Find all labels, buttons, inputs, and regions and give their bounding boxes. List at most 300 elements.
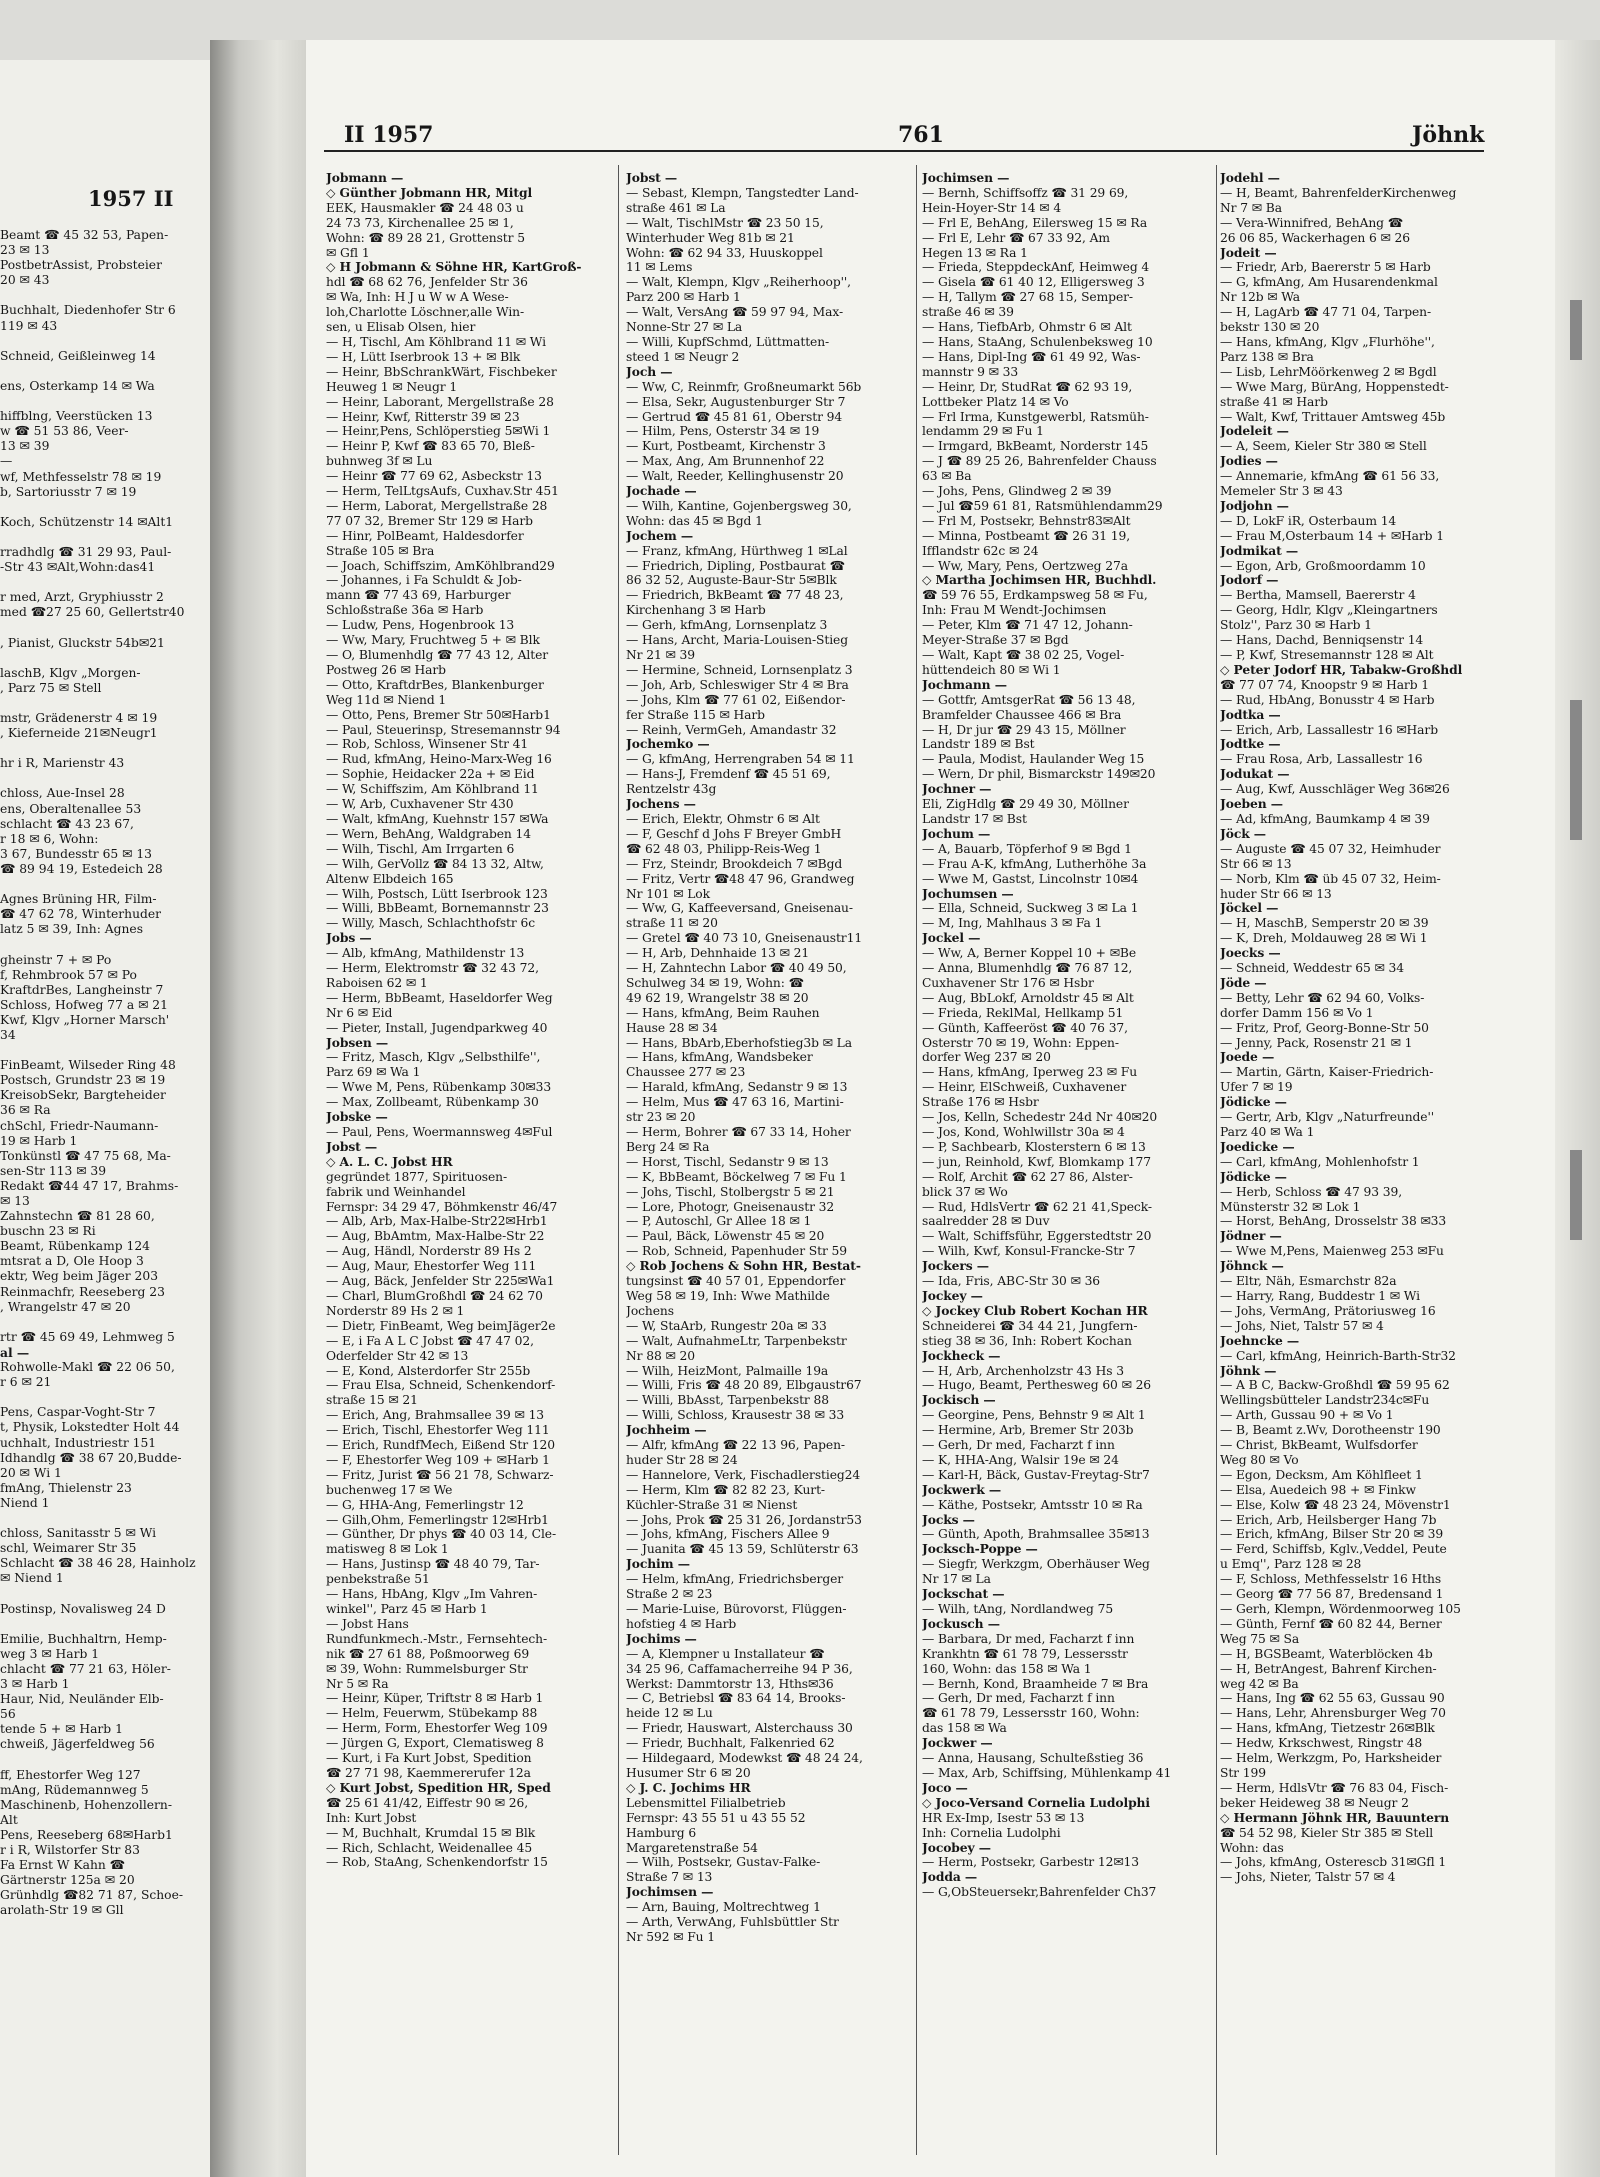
directory-line: — Alfr, kfmAng ☎ 22 13 96, Papen- — [626, 1438, 845, 1453]
directory-line: — Helm, Werkzgm, Po, Harksheider — [1220, 1751, 1442, 1766]
directory-line: ◇ H Jobmann & Söhne HR, KartGroß- — [326, 260, 582, 275]
directory-line: ◇ Hermann Jöhnk HR, Bauuntern — [1220, 1810, 1450, 1825]
directory-line: — Fritz, Prof, Georg-Bonne-Str 50 — [1220, 1020, 1429, 1035]
directory-line: — jun, Reinhold, Kwf, Blomkamp 177 — [922, 1154, 1151, 1169]
directory-line: — Fritz, Jurist ☎ 56 21 78, Schwarz- — [326, 1467, 554, 1482]
directory-line: — Gilh,Ohm, Femerlingstr 12✉Hrb1 — [326, 1512, 549, 1527]
directory-line: — H, Tallym ☎ 27 68 15, Semper- — [922, 290, 1133, 305]
directory-line: Schneiderei ☎ 34 44 21, Jungfern- — [922, 1318, 1138, 1333]
directory-line: — Paul, Bäck, Löwenstr 45 ✉ 20 — [626, 1229, 825, 1244]
directory-line: — Günth, Kaffeeröst ☎ 40 76 37, — [922, 1020, 1128, 1035]
directory-line — [0, 771, 205, 786]
directory-line: — M, Buchhalt, Krumdal 15 ✉ Blk — [326, 1825, 536, 1840]
directory-line: — Arth, VerwAng, Fuhlsbüttler Str — [626, 1915, 839, 1930]
directory-line: — Ludw, Pens, Hogenbrook 13 — [326, 618, 515, 633]
directory-line: — Johs, Pens, Glindweg 2 ✉ 39 — [922, 484, 1112, 499]
directory-line: — Frl E, BehAng, Eilersweg 15 ✉ Ra — [922, 215, 1148, 230]
directory-line: — Elsa, Auedeich 98 + ✉ Finkw — [1220, 1482, 1416, 1497]
directory-line: — Hermine, Schneid, Lornsenplatz 3 — [626, 662, 853, 677]
directory-line: Wohn: das 45 ✉ Bgd 1 — [626, 513, 763, 528]
directory-line: nik ☎ 27 61 88, Poßmoorweg 69 — [326, 1646, 530, 1661]
directory-line: 36 ✉ Ra — [0, 1103, 51, 1118]
directory-line: — H, MaschB, Semperstr 20 ✉ 39 — [1220, 916, 1429, 931]
directory-line — [0, 334, 205, 349]
directory-line: — W, StaArb, Rungestr 20a ✉ 33 — [626, 1318, 827, 1333]
directory-line: Jochner — — [922, 782, 992, 797]
directory-line: — Arn, Bauing, Moltrechtweg 1 — [626, 1900, 821, 1915]
directory-line: Fernspr: 34 29 47, Böhmkenstr 46/47 — [326, 1199, 558, 1214]
directory-line: — Helm, kfmAng, Friedrichsberger — [626, 1572, 844, 1587]
directory-line: — Wwe M, Gastst, Lincolnstr 10✉4 — [922, 871, 1139, 886]
directory-line: — Hans, Dipl-Ing ☎ 61 49 92, Was- — [922, 349, 1141, 364]
directory-line: b, Sartoriusstr 7 ✉ 19 — [0, 484, 137, 499]
directory-line: — Hinr, PolBeamt, Haldesdorfer — [326, 528, 524, 543]
directory-line: — Peter, Klm ☎ 71 47 12, Johann- — [922, 618, 1133, 633]
directory-line: Parz 69 ✉ Wa 1 — [326, 1065, 421, 1080]
directory-line: Jockheck — — [922, 1348, 1001, 1363]
directory-line — [0, 364, 205, 379]
directory-line: Berg 24 ✉ Ra — [626, 1139, 710, 1154]
directory-line: — Rich, Schlacht, Weidenallee 45 — [326, 1840, 533, 1855]
directory-line: Nr 88 ✉ 20 — [626, 1348, 695, 1363]
directory-line: — Wilh, HeizMont, Palmaille 19a — [626, 1363, 829, 1378]
directory-line: Ufer 7 ✉ 19 — [1220, 1080, 1293, 1095]
directory-line: Jockusch — — [922, 1616, 1000, 1631]
directory-line: — Walt, TischlMstr ☎ 23 50 15, — [626, 215, 824, 230]
directory-line: — Paul, Steuerinsp, Stresemannstr 94 — [326, 722, 561, 737]
directory-line — [0, 575, 205, 590]
directory-line: — C, Betriebsl ☎ 83 64 14, Brooks- — [626, 1691, 846, 1706]
directory-line: Joedicke — — [1220, 1139, 1295, 1154]
directory-line: Jobst — — [626, 171, 678, 185]
directory-line: Jödicke — — [1220, 1169, 1287, 1184]
directory-line: — Anna, Blumenhdlg ☎ 76 87 12, — [922, 961, 1133, 976]
directory-line: ☎ 27 71 98, Kaemmererufer 12a — [326, 1765, 531, 1780]
directory-line: Postsch, Grundstr 23 ✉ 19 — [0, 1073, 166, 1088]
directory-line: r med, Arzt, Gryphiusstr 2 — [0, 590, 164, 605]
directory-line — [0, 1617, 205, 1632]
directory-line: — Hans, BbArb,Eberhofstieg3b ✉ La — [626, 1035, 852, 1050]
column-rule — [916, 165, 917, 2155]
directory-line: — K, HHA-Ang, Walsir 19e ✉ 24 — [922, 1452, 1119, 1467]
directory-line: — Herm, Klm ☎ 82 82 23, Kurt- — [626, 1482, 825, 1497]
directory-line: hiffblng, Veerstücken 13 — [0, 409, 153, 424]
directory-line: schlacht ☎ 43 23 67, — [0, 816, 134, 831]
directory-line: Joede — — [1220, 1050, 1275, 1065]
page-edge — [1555, 40, 1600, 2177]
directory-line: Jochemko — — [626, 737, 710, 752]
directory-line — [0, 1043, 205, 1058]
directory-line: — H, Beamt, BahrenfelderKirchenweg — [1220, 185, 1457, 200]
directory-line: — Alb, Arb, Max-Halbe-Str22✉Hrb1 — [326, 1214, 548, 1229]
directory-line: weg 3 ✉ Harb 1 — [0, 1646, 100, 1661]
directory-line: Jodukat — — [1220, 767, 1290, 782]
directory-line: Inh: Cornelia Ludolphi — [922, 1825, 1061, 1840]
directory-line: Eli, ZigHdlg ☎ 29 49 30, Möllner — [922, 797, 1129, 812]
directory-line: Altenw Elbdeich 165 — [326, 871, 454, 886]
directory-line: HR Ex-Imp, Isestr 53 ✉ 13 — [922, 1810, 1085, 1825]
directory-line: Maschinenb, Hohenzollern- — [0, 1797, 173, 1812]
directory-line: hdl ☎ 68 62 76, Jenfelder Str 36 — [326, 275, 528, 290]
directory-line: , Kieferneide 21✉Neugr1 — [0, 726, 158, 741]
directory-line: Straße 7 ✉ 13 — [626, 1870, 713, 1885]
directory-line: Jochims — — [626, 1631, 697, 1646]
directory-line: Jockschat — — [922, 1587, 1005, 1602]
directory-line: — A, Seem, Kieler Str 380 ✉ Stell — [1220, 439, 1427, 454]
directory-line: Münsterstr 32 ✉ Lok 1 — [1220, 1199, 1361, 1214]
directory-line: Jocksch-Poppe — — [922, 1542, 1038, 1557]
directory-line: — Walt, Schiffsführ, Eggerstedtstr 20 — [922, 1229, 1152, 1244]
directory-line: 20 ✉ 43 — [0, 273, 50, 288]
directory-line: — Hannelore, Verk, Fischadlerstieg24 — [626, 1467, 861, 1482]
directory-line: ✉ 13 — [0, 1194, 30, 1208]
directory-line: — Elsa, Sekr, Augustenburger Str 7 — [626, 394, 846, 409]
directory-line: — Erich, kfmAng, Bilser Str 20 ✉ 39 — [1220, 1527, 1444, 1542]
directory-line: — Ww, Mary, Pens, Oertzweg 27a — [922, 558, 1128, 573]
directory-line: — A B C, Backw-Großhdl ☎ 59 95 62 — [1220, 1378, 1450, 1393]
directory-line: Nr 7 ✉ Ba — [1220, 200, 1282, 215]
directory-line: Jöde — — [1220, 975, 1267, 990]
directory-line — [0, 288, 205, 303]
directory-line: Wellingsbütteler Landstr234c✉Fu — [1220, 1393, 1430, 1408]
directory-line: ✉ Niend 1 — [0, 1571, 64, 1586]
directory-line: Jödicke — — [1220, 1095, 1287, 1110]
directory-line: Osterstr 70 ✉ 19, Wohn: Eppen- — [922, 1035, 1119, 1050]
directory-line: Nr 12b ✉ Wa — [1220, 290, 1300, 305]
directory-line: — Walt, kfmAng, Kuehnstr 157 ✉Wa — [326, 811, 549, 826]
directory-line: — Ad, kfmAng, Baumkamp 4 ✉ 39 — [1220, 811, 1430, 826]
directory-line: 3 67, Bundesstr 65 ✉ 13 — [0, 846, 152, 861]
directory-line: ◇ Günther Jobmann HR, Mitgl — [326, 185, 533, 200]
directory-line: — Gretel ☎ 40 73 10, Gneisenaustr11 — [626, 931, 863, 946]
directory-line: Jobske — — [326, 1110, 388, 1125]
directory-line: — H, Dr jur ☎ 29 43 15, Möllner — [922, 722, 1126, 737]
directory-line: — O, Blumenhdlg ☎ 77 43 12, Alter — [326, 648, 549, 662]
directory-line: das 158 ✉ Wa — [922, 1721, 1007, 1736]
directory-line — [0, 394, 205, 409]
directory-line: — Else, Kolw ☎ 48 23 24, Mövenstr1 — [1220, 1497, 1451, 1512]
directory-line: dorfer Damm 156 ✉ Vo 1 — [1220, 1005, 1374, 1020]
directory-column-3 — [922, 171, 1212, 2161]
directory-line: — Arth, Gussau 90 + ✉ Vo 1 — [1220, 1408, 1394, 1423]
directory-line: -Str 43 ✉Alt,Wohn:das41 — [0, 560, 156, 575]
directory-line: Nonne-Str 27 ✉ La — [626, 320, 743, 335]
directory-line: — Herm, BbBeamt, Haseldorfer Weg — [326, 990, 553, 1005]
directory-line: stieg 38 ✉ 36, Inh: Robert Kochan — [922, 1333, 1132, 1348]
directory-line: — Kurt, Postbeamt, Kirchenstr 3 — [626, 439, 826, 454]
directory-line: Jobsen — — [326, 1035, 389, 1050]
directory-line: mtsrat a D, Ole Hoop 3 — [0, 1254, 144, 1269]
directory-line: Inh: Frau M Wendt-Jochimsen — [922, 603, 1107, 618]
directory-line: Niend 1 — [0, 1495, 50, 1510]
directory-line: — Christ, BkBeamt, Wulfsdorfer — [1220, 1438, 1418, 1453]
book-gutter — [210, 40, 306, 2177]
directory-line: — Frieda, ReklMal, Hellkamp 51 — [922, 1005, 1124, 1020]
directory-line: Parz 138 ✉ Bra — [1220, 349, 1314, 364]
directory-line: — Johannes, i Fa Schuldt & Job- — [326, 573, 522, 588]
directory-line: — Herm, Postsekr, Garbestr 12✉13 — [922, 1855, 1139, 1870]
directory-line: — Herm, TelLtgsAufs, Cuxhav.Str 451 — [326, 484, 559, 499]
directory-line: — G, kfmAng, Am Husarendenkmal — [1220, 275, 1438, 290]
directory-line: — Jobst Hans — [326, 1616, 409, 1631]
directory-line: ◇ Martha Jochimsen HR, Buchhdl. — [922, 573, 1157, 588]
directory-line: Kwf, Klgv „Horner Marsch' — [0, 1012, 170, 1027]
directory-line: — Günther, Dr phys ☎ 40 03 14, Cle- — [326, 1527, 557, 1542]
directory-line: Nr 17 ✉ La — [922, 1572, 991, 1587]
directory-line: — Hans, kfmAng, Wandsbeker — [626, 1050, 813, 1065]
directory-line: — Herm, Laborat, Mergellstraße 28 — [326, 498, 548, 513]
directory-line: KraftdrBes, Langheinstr 7 — [0, 982, 164, 997]
directory-column-4 — [1220, 171, 1510, 2161]
directory-line: fabrik und Weinhandel — [326, 1184, 466, 1199]
directory-line: Wohn: ☎ 62 94 33, Huuskoppel — [626, 245, 823, 260]
directory-line: — Walt, Klempn, Klgv „Reiherhoop'', — [626, 275, 851, 290]
directory-line: — K, BbBeamt, Böckelweg 7 ✉ Fu 1 — [626, 1169, 847, 1184]
directory-line — [0, 1586, 205, 1601]
directory-line: — Rob, Schloss, Winsener Str 41 — [326, 737, 529, 752]
directory-line: lendamm 29 ✉ Fu 1 — [922, 424, 1044, 439]
directory-line: straße 461 ✉ La — [626, 200, 726, 215]
directory-line: — Wilh, tAng, Nordlandweg 75 — [922, 1602, 1114, 1616]
directory-line: ektr, Weg beim Jäger 203 — [0, 1269, 159, 1284]
directory-line: — W, Arb, Cuxhavener Str 430 — [326, 797, 514, 812]
directory-line: — Willi, KupfSchmd, Lüttmatten- — [626, 334, 830, 349]
directory-line: beker Heideweg 38 ✉ Neugr 2 — [1220, 1795, 1409, 1810]
directory-line: chlacht ☎ 77 21 63, Höler- — [0, 1661, 171, 1676]
directory-line: winkel'', Parz 45 ✉ Harb 1 — [326, 1602, 488, 1616]
directory-line: Husumer Str 6 ✉ 20 — [626, 1765, 751, 1780]
directory-line: Idhandlg ☎ 38 67 20,Budde- — [0, 1450, 182, 1465]
directory-line: dorfer Weg 237 ✉ 20 — [922, 1050, 1051, 1065]
directory-line: chloss, Aue-Insel 28 — [0, 786, 125, 801]
directory-line — [0, 1390, 205, 1405]
directory-line: — Anna, Hausang, Schulteßstieg 36 — [922, 1751, 1144, 1766]
directory-line: , Pianist, Gluckstr 54b✉21 — [0, 635, 165, 650]
directory-line: ens, Oberaltenallee 53 — [0, 801, 142, 816]
directory-line: Str 199 — [1220, 1765, 1266, 1780]
directory-line: — Minna, Postbeamt ☎ 26 31 19, — [922, 528, 1131, 543]
directory-line: — Heinr, ElSchweiß, Cuxhavener — [922, 1080, 1127, 1095]
directory-line: Jochim — — [626, 1557, 690, 1572]
directory-line: — Martin, Gärtn, Kaiser-Friedrich- — [1220, 1065, 1434, 1080]
directory-line: — Georgine, Pens, Behnstr 9 ✉ Alt 1 — [922, 1408, 1146, 1423]
directory-line: ☎ 54 52 98, Kieler Str 385 ✉ Stell — [1220, 1825, 1434, 1840]
directory-line: — D, LokF iR, Osterbaum 14 — [1220, 513, 1397, 528]
directory-line: — Helm, Feuerwm, Stübekamp 88 — [326, 1706, 538, 1721]
directory-line: — Harry, Rang, Buddestr 1 ✉ Wi — [1220, 1288, 1420, 1303]
directory-line: — Walt, Kwf, Trittauer Amtsweg 45b — [1220, 409, 1446, 424]
directory-line: — Friedr, Hauswart, Alsterchauss 30 — [626, 1721, 853, 1736]
directory-line: Norderstr 89 Hs 2 ✉ 1 — [326, 1303, 465, 1318]
directory-line: — Johs, Tischl, Stolbergstr 5 ✉ 21 — [626, 1184, 835, 1199]
directory-line: Wohn: das — [1220, 1840, 1284, 1855]
directory-line: — Friedr, Buchhalt, Falkenried 62 — [626, 1736, 835, 1751]
directory-line: — Max, Arb, Schiffsing, Mühlenkamp 41 — [922, 1765, 1172, 1780]
directory-line: Jockey — — [922, 1288, 983, 1303]
directory-line: — H, Lütt Iserbrook 13 + ✉ Blk — [326, 349, 521, 364]
directory-line: 3 ✉ Harb 1 — [0, 1677, 70, 1691]
directory-line: — Reinh, VermGeh, Amandastr 32 — [626, 722, 837, 737]
directory-line: — Friedr, Arb, Baererstr 5 ✉ Harb — [1220, 260, 1431, 275]
directory-line: 49 62 19, Wrangelstr 38 ✉ 20 — [626, 990, 809, 1005]
directory-line: Jodorf — — [1220, 573, 1279, 588]
directory-line: bekstr 130 ✉ 20 — [1220, 320, 1320, 335]
directory-line: hr i R, Marienstr 43 — [0, 756, 125, 771]
directory-line: Jochumsen — — [922, 886, 1014, 901]
directory-line: Landstr 189 ✉ Bst — [922, 737, 1035, 752]
directory-line: huder Str 28 ✉ 24 — [626, 1452, 738, 1467]
directory-line: — Vera-Winnifred, BehAng ☎ — [1220, 215, 1403, 230]
directory-line — [0, 741, 205, 756]
directory-line: — H, BetrAngest, Bahrenf Kirchen- — [1220, 1661, 1437, 1676]
directory-line: — Walt, Kapt ☎ 38 02 25, Vogel- — [922, 648, 1125, 662]
directory-line: 11 ✉ Lems — [626, 260, 693, 275]
directory-line: — Ida, Fris, ABC-Str 30 ✉ 36 — [922, 1274, 1101, 1289]
directory-line: 24 73 73, Kirchenallee 25 ✉ 1, — [326, 215, 514, 230]
directory-line: — Wilh, Tischl, Am Irrgarten 6 — [326, 841, 515, 856]
directory-line: rtr ☎ 45 69 49, Lehmweg 5 — [0, 1329, 175, 1344]
directory-line: Nr 6 ✉ Eid — [326, 1005, 393, 1020]
directory-line: — E, i Fa A L C Jobst ☎ 47 47 02, — [326, 1333, 534, 1348]
directory-line: Str 66 ✉ 13 — [1220, 856, 1292, 871]
directory-line: mann ☎ 77 43 69, Harburger — [326, 588, 511, 603]
directory-line: Jochimsen — — [922, 171, 1010, 185]
directory-line: — Gisela ☎ 61 40 12, Elligersweg 3 — [922, 275, 1145, 290]
scan-artifact — [1570, 300, 1582, 360]
directory-line: ☎ 59 76 55, Erdkampsweg 58 ✉ Fu, — [922, 588, 1148, 603]
directory-line: — Hans, kfmAng, Klgv „Flurhöhe'', — [1220, 334, 1435, 349]
directory-line: ☎ 77 07 74, Knoopstr 9 ✉ Harb 1 — [1220, 677, 1430, 692]
directory-line: — Aug, Kwf, Ausschläger Weg 36✉26 — [1220, 782, 1450, 797]
directory-line: — Ww, C, Reinmfr, Großneumarkt 56b — [626, 379, 862, 394]
directory-line: — Willi, Fris ☎ 48 20 89, Elbgaustr67 — [626, 1378, 862, 1393]
directory-line: — Paul, Pens, Woermannsweg 4✉Ful — [326, 1125, 553, 1139]
directory-line: — Frau M,Osterbaum 14 + ✉Harb 1 — [1220, 528, 1444, 543]
directory-line: — F, Geschf d Johs F Breyer GmbH — [626, 826, 842, 841]
directory-line: — F, Ehestorfer Weg 109 + ✉Harb 1 — [326, 1452, 550, 1467]
directory-line: Straße 176 ✉ Hsbr — [922, 1095, 1039, 1110]
directory-line: Jodtke — — [1220, 737, 1281, 752]
directory-line: — Hans, Justinsp ☎ 48 40 79, Tar- — [326, 1557, 540, 1572]
directory-line: — Bertha, Mamsell, Baererstr 4 — [1220, 588, 1416, 603]
directory-line: hofstieg 4 ✉ Harb — [626, 1616, 737, 1631]
directory-line: — Hans, Lehr, Ahrensburger Weg 70 — [1220, 1706, 1446, 1721]
directory-line: — Walt, AufnahmeLtr, Tarpenbekstr — [626, 1333, 847, 1348]
directory-line: Joch — — [626, 364, 673, 379]
directory-line: Oderfelder Str 42 ✉ 13 — [326, 1348, 469, 1363]
directory-line: str 23 ✉ 20 — [626, 1110, 696, 1125]
directory-line: — Carl, kfmAng, Heinrich-Barth-Str32 — [1220, 1348, 1456, 1363]
directory-line: Straße 2 ✉ 23 — [626, 1587, 713, 1602]
directory-line: Jodeleit — — [1220, 424, 1289, 439]
directory-line: — Sophie, Heidacker 22a + ✉ Eid — [326, 767, 535, 782]
directory-line: Inh: Kurt Jobst — [326, 1810, 417, 1825]
directory-line: — Hans, StaAng, Schulenbeksweg 10 — [922, 334, 1153, 349]
directory-line: 13 ✉ 39 — [0, 439, 50, 454]
directory-line: Krankhtn ☎ 61 78 79, Lessersstr — [922, 1646, 1128, 1661]
directory-line: — Hans, kfmAng, Iperweg 23 ✉ Fu — [922, 1065, 1138, 1080]
directory-line: Schneid, Geißleinweg 14 — [0, 348, 156, 363]
directory-line: — Johs, kfmAng, Osterescb 31✉Gfl 1 — [1220, 1855, 1447, 1870]
directory-line: ✉ 39, Wohn: Rummelsburger Str — [326, 1661, 528, 1676]
directory-line: Küchler-Straße 31 ✉ Nienst — [626, 1497, 798, 1512]
directory-line: — E, Kond, Alsterdorfer Str 255b — [326, 1363, 531, 1378]
directory-line: — Carl, kfmAng, Mohlenhofstr 1 — [1220, 1154, 1420, 1169]
directory-line: — Wern, BehAng, Waldgraben 14 — [326, 826, 531, 841]
directory-line: — Jos, Kelln, Schedestr 24d Nr 40✉20 — [922, 1110, 1158, 1125]
directory-line — [0, 1511, 205, 1526]
directory-line: — W, Schiffszim, Am Köhlbrand 11 — [326, 782, 539, 797]
directory-line: — Egon, Decksm, Am Köhlfleet 1 — [1220, 1467, 1423, 1482]
directory-line: — Rob, Schneid, Papenhuder Str 59 — [626, 1244, 848, 1259]
directory-line: weg 42 ✉ Ba — [1220, 1676, 1299, 1691]
directory-line: — Johs, VermAng, Prätoriusweg 16 — [1220, 1303, 1436, 1318]
directory-line: — Herm, HdlsVtr ☎ 76 83 04, Fisch- — [1220, 1780, 1449, 1795]
directory-line: u Emq'', Parz 128 ✉ 28 — [1220, 1557, 1362, 1572]
directory-line: — Hedw, Krkschwest, Ringstr 48 — [1220, 1736, 1423, 1751]
directory-line: — Jürgen G, Export, Clematisweg 8 — [326, 1736, 544, 1751]
directory-line: — B, Beamt z.Wv, Dorotheenstr 190 — [1220, 1423, 1441, 1438]
directory-line: arolath-Str 19 ✉ Gll — [0, 1903, 124, 1918]
directory-line: — H, LagArb ☎ 47 71 04, Tarpen- — [1220, 305, 1432, 320]
directory-line: Rundfunkmech.-Mstr., Fernsehtech- — [326, 1631, 548, 1646]
directory-line: — Gertrud ☎ 45 81 61, Oberstr 94 — [626, 409, 843, 424]
directory-line: 56 — [0, 1707, 16, 1722]
directory-line: f, Rehmbrook 57 ✉ Po — [0, 967, 137, 982]
directory-line: — Fritz, Vertr ☎48 47 96, Grandweg — [626, 871, 855, 886]
directory-line: buhnweg 3f ✉ Lu — [326, 454, 433, 469]
directory-line: Jobmann — — [326, 171, 404, 185]
directory-line: — Hans, kfmAng, Tietzestr 26✉Blk — [1220, 1721, 1435, 1736]
directory-line: — Pieter, Install, Jugendparkweg 40 — [326, 1020, 548, 1035]
directory-line: — Heinr ☎ 77 69 62, Asbeckstr 13 — [326, 469, 542, 484]
directory-line: Weg 11d ✉ Niend 1 — [326, 692, 447, 707]
directory-line: ☎ 62 48 03, Philipp-Reis-Weg 1 — [626, 841, 822, 856]
directory-line: — Dietr, FinBeamt, Weg beimJäger2e — [326, 1318, 556, 1333]
directory-line: — Aug, BbLokf, Arnoldstr 45 ✉ Alt — [922, 990, 1134, 1005]
directory-line: Wohn: ☎ 89 28 21, Grottenstr 5 — [326, 230, 525, 245]
directory-line: Hein-Hoyer-Str 14 ✉ 4 — [922, 200, 1062, 215]
directory-line: Jodehl — — [1220, 171, 1280, 185]
directory-line: — Erich, Ang, Brahmsallee 39 ✉ 13 — [326, 1408, 545, 1423]
directory-line: — Siegfr, Werkzgm, Oberhäuser Weg — [922, 1557, 1150, 1572]
directory-line: — Marie-Luise, Bürovorst, Flüggen- — [626, 1602, 847, 1616]
directory-line: PostbetrAssist, Probsteier — [0, 258, 162, 273]
directory-line: — Johs, Nieter, Talstr 57 ✉ 4 — [1220, 1870, 1396, 1885]
directory-line: — Juanita ☎ 45 13 59, Schlüterstr 63 — [626, 1542, 859, 1557]
directory-line: — Charl, BlumGroßhdl ☎ 24 62 70 — [326, 1288, 543, 1303]
directory-line: steed 1 ✉ Neugr 2 — [626, 349, 740, 364]
directory-line: — Gerh, Dr med, Facharzt f inn — [922, 1438, 1115, 1453]
directory-line: — Gerh, Klempn, Wördenmoorweg 105 — [1220, 1602, 1461, 1616]
directory-line: Jöck — — [1220, 826, 1267, 841]
directory-line: 26 06 85, Wackerhagen 6 ✉ 26 — [1220, 230, 1410, 245]
directory-line: — — [0, 454, 13, 469]
directory-line: — Paula, Modist, Haulander Weg 15 — [922, 752, 1145, 767]
directory-line: — F, Schloss, Methfesselstr 16 Hths — [1220, 1572, 1442, 1587]
directory-line: — Georg ☎ 77 56 87, Bredensand 1 — [1220, 1587, 1444, 1602]
directory-line: Jockisch — — [922, 1393, 996, 1408]
directory-line: Jobst — — [326, 1139, 378, 1154]
directory-line: Schloss, Hofweg 77 a ✉ 21 — [0, 997, 168, 1012]
directory-line: KreisobSekr, Bargteheider — [0, 1088, 166, 1103]
directory-line: heide 12 ✉ Lu — [626, 1706, 713, 1721]
directory-line: Jöhnck — — [1220, 1259, 1284, 1274]
directory-line: Weg 80 ✉ Vo — [1220, 1452, 1299, 1467]
directory-line: — K, Dreh, Moldauweg 28 ✉ Wi 1 — [1220, 931, 1428, 946]
directory-line: Beamt ☎ 45 32 53, Papen- — [0, 228, 169, 242]
directory-line: gheinstr 7 + ✉ Po — [0, 952, 112, 967]
